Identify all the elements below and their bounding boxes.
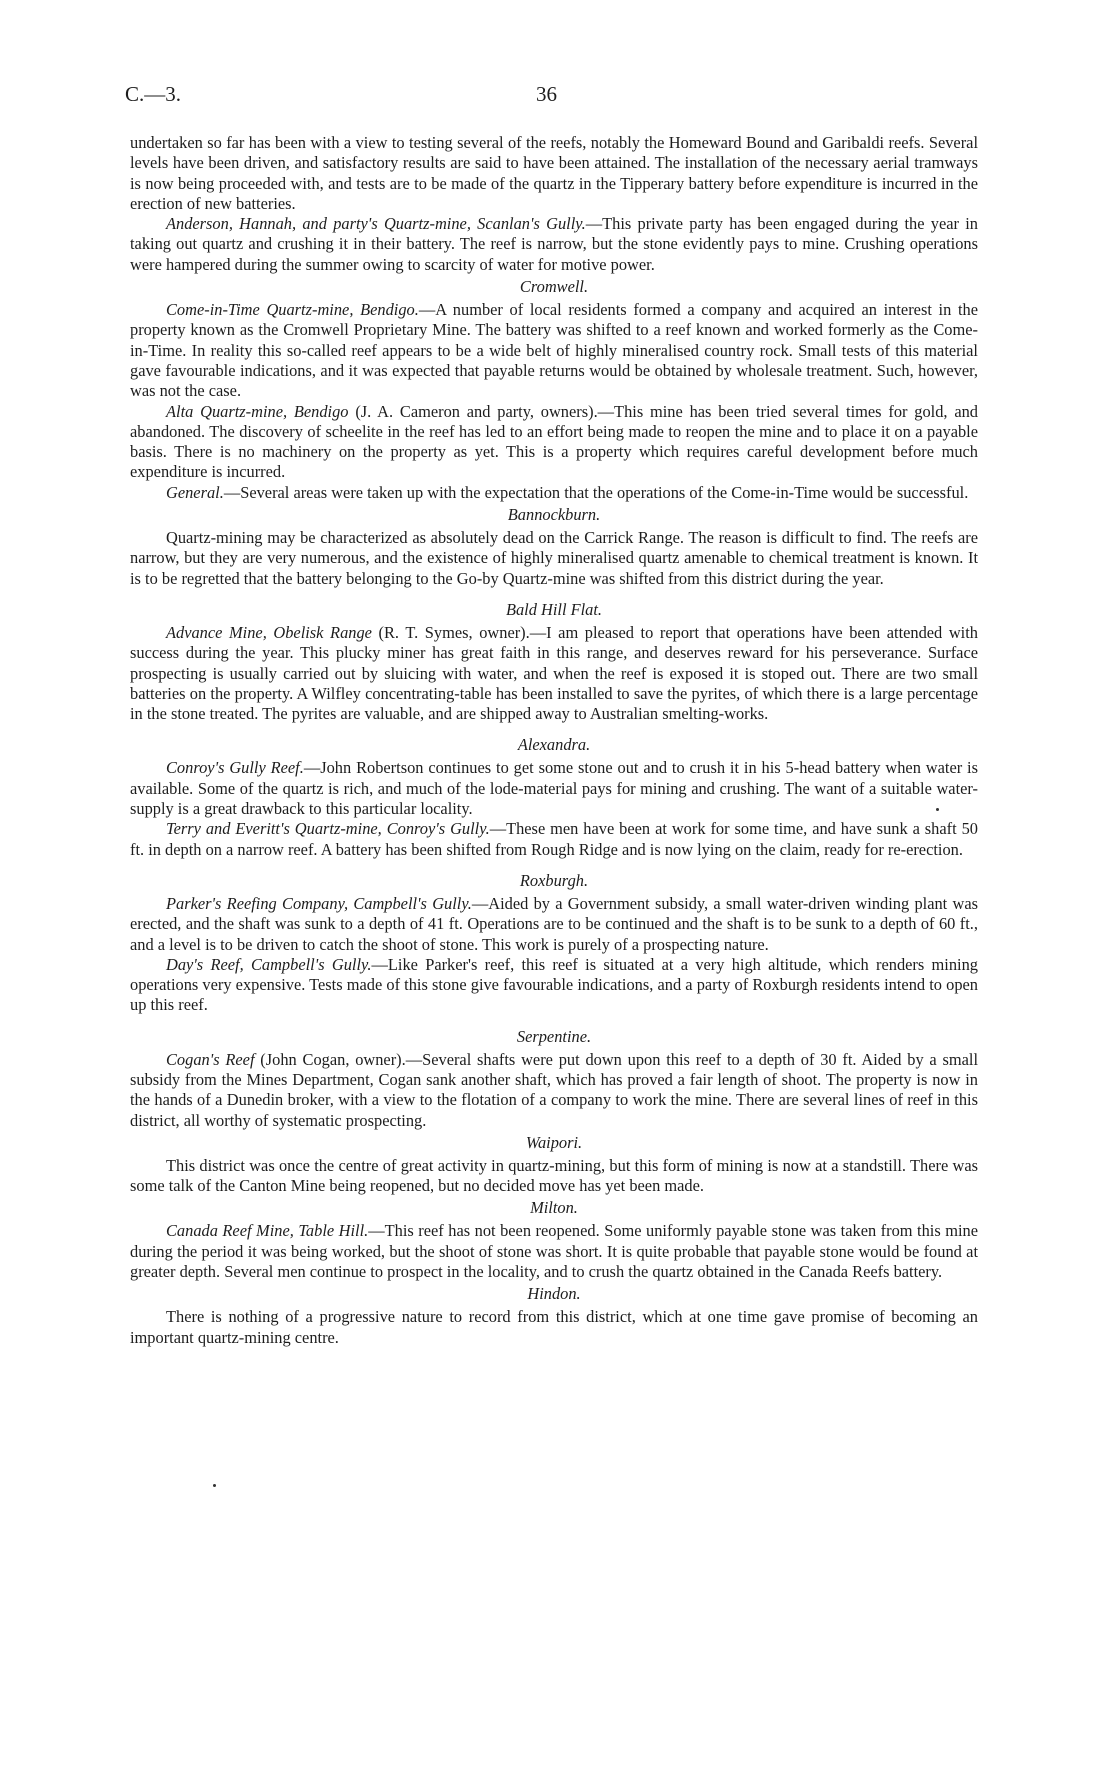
paragraph-text: Quartz-mining may be characterized as absolutely dead on the Carrick Range. The reason is difficult to find. The reefs are narrow, but they are very numerous, and the existence of highly mineralised quartz amenable to chemical treatment is known. It is to be regretted that the battery belonging to the Go-by Quartz-mine was shifted from this district during the year. <box>130 528 978 588</box>
paragraph <box>130 300 978 401</box>
paragraph-text: —This private party has been engaged during the year in taking out quartz and crushing it in their battery. The reef is narrow, but the stone evidently pays to mine. Crushing operations were hampered during the summer owing to scarcity of water for motive power. <box>130 214 978 274</box>
section-heading: Waipori. <box>525 1132 583 1152</box>
speck-mark <box>213 1484 216 1487</box>
section-heading: Bannockburn. <box>507 505 601 525</box>
paragraph-text: (J. A. Cameron and party, owners).—This mine has been tried several times for gold, and abandoned. The discovery of scheelite in the reef has led to an effort being made to reopen the mine and to place it on a payable basis. There is no machinery on the property as yet. This is a property which requires careful development before much expenditure is incurred. <box>130 401 978 482</box>
paragraph <box>130 894 978 955</box>
paragraph <box>130 623 978 724</box>
paragraph-lead: Alta Quartz-mine, Bendigo <box>166 401 349 421</box>
paragraph-lead: Parker's Reefing Company, Campbell's Gully. <box>166 893 472 913</box>
paragraph-text: (R. T. Symes, owner).—I am pleased to report that operations have been attended with success during the year. This plucky miner has great faith in this range, and deserves reward for his perseverance. Surface prospecting is usually carried out by sluicing with water, and when the reef is exposed it is stoped out. There are two small batteries on the property. A Wilfley concentrating-table has been installed to save the pyrites, of which there is a large percentage in the stone treated. The pyrites are valuable, and are shipped away to Australian smelting-works. <box>130 622 978 724</box>
section-heading: Cromwell. <box>519 277 589 297</box>
paragraph-text: —This reef has not been reopened. Some uniformly payable stone was taken from this mine during the period it was being worked, but the shoot of stone was short. It is quite probable that payable stone would be found at greater depth. Several men continue to prospect in the locality, and to crush the quartz obtained in the Canada Reefs battery. <box>130 1221 979 1282</box>
paragraph-text: —John Robertson continues to get some stone out and to crush it in his 5-head battery when water is available. Some of the quartz is rich, and much of the lode-material pays for mining and crushing. The want of a suitable water-supply is a great drawback to this particular locality. <box>130 758 978 819</box>
paragraph-lead: Conroy's Gully Reef. <box>166 758 304 778</box>
paragraph-text: —Aided by a Government subsidy, a small water-driven winding plant was erected, and the shaft was sunk to a depth of 41 ft. Operations are to be continued and the shaft is to be sunk to a depth of 60 ft., and a level is to be driven to catch the shoot of stone. This work is purely of a prospecting nature. <box>130 893 978 954</box>
paragraph-text: —Like Parker's reef, this reef is situated at a very high altitude, which renders mining operations very expensive. Tests made of this stone give favourable indications, and a party of Roxburgh residents intend to open up this reef. <box>130 954 978 1015</box>
paragraph-lead: Cogan's Reef <box>166 1049 255 1069</box>
section-heading: Hindon. <box>527 1284 581 1304</box>
paragraph-text: There is nothing of a progressive nature to record from this district, which at one time gave promise of becoming an important quartz-mining centre. <box>130 1307 978 1347</box>
paragraph-lead: Canada Reef Mine, Table Hill. <box>166 1221 369 1241</box>
paragraph-lead: Advance Mine, Obelisk Range <box>166 622 372 642</box>
paragraph <box>130 133 978 214</box>
paragraph-text: This district was once the centre of great activity in quartz-mining, but this form of mining is now at a standstill. There was some talk of the Canton Mine being reopened, but no decided move has yet been made. <box>130 1155 978 1196</box>
paragraph <box>130 758 978 819</box>
paragraph-text: —Several areas were taken up with the expectation that the operations of the Come-in-Time would be successful. <box>223 482 969 502</box>
paragraph <box>130 1307 978 1348</box>
paragraph <box>130 1050 978 1131</box>
paragraph-lead: Come-in-Time Quartz-mine, Bendigo. <box>166 300 419 320</box>
paragraph <box>130 955 978 1016</box>
document-reference: C.—3. <box>125 82 182 106</box>
section-heading: Milton. <box>530 1198 578 1218</box>
paragraph-text: —These men have been at work for some time, and have sunk a shaft 50 ft. in depth on a narrow reef. A battery has been shifted from Rough Ridge and is now lying on the claim, ready for re-erection. <box>130 819 978 859</box>
section-heading: Serpentine. <box>516 1026 592 1046</box>
section-heading: Roxburgh. <box>519 870 589 890</box>
paragraph-lead: Anderson, Hannah, and party's Quartz-mine, Scanlan's Gully. <box>166 214 586 234</box>
paragraph-lead: General. <box>166 482 224 502</box>
paragraph-text: undertaken so far has been with a view to testing several of the reefs, notably the Homeward Bound and Garibaldi reefs. Several levels have been driven, and satisfactory results are said to have been attained. The installation of the necessary aerial tramways is now being proceeded with, and tests are to be made of the quartz in the Tipperary battery before expenditure is incurred in the erection of new batteries. <box>130 133 978 213</box>
section-heading: Alexandra. <box>517 735 591 755</box>
paragraph <box>130 1221 978 1282</box>
paragraph-text: (John Cogan, owner).—Several shafts were put down upon this reef to a depth of 30 ft. Aided by a small subsidy from the Mines Department, Cogan sank another shaft, which has proved a fair length of shoot. The property is now in the hands of a Dunedin broker, with a view to the flotation of a company to work the mine. There are several lines of reef in this district, all worthy of systematic prospecting. <box>130 1049 979 1130</box>
paragraph <box>130 528 978 589</box>
paragraph <box>130 1156 978 1197</box>
section-heading: Bald Hill Flat. <box>505 599 603 619</box>
paragraph-lead: Day's Reef, Campbell's Gully. <box>166 954 372 974</box>
paragraph-lead: Terry and Everitt's Quartz-mine, Conroy's Gully. <box>166 819 490 839</box>
paragraph <box>130 214 978 275</box>
page-number: 36 <box>536 82 557 106</box>
paragraph <box>130 819 978 860</box>
paragraph <box>130 402 978 483</box>
speck-mark <box>936 808 939 811</box>
document-body <box>130 133 978 1348</box>
paragraph-text: —A number of local residents formed a company and acquired an interest in the property known as the Cromwell Proprietary Mine. The battery was shifted to a reef known and worked formerly as the Come-in-Time. In reality this so-called reef appears to be a wide belt of highly mineralised country rock. Small tests of this material gave favourable indications, and it was expected that payable returns would be obtained by wholesale treatment. Such, however, was not the case. <box>130 300 978 401</box>
paragraph <box>130 483 978 503</box>
